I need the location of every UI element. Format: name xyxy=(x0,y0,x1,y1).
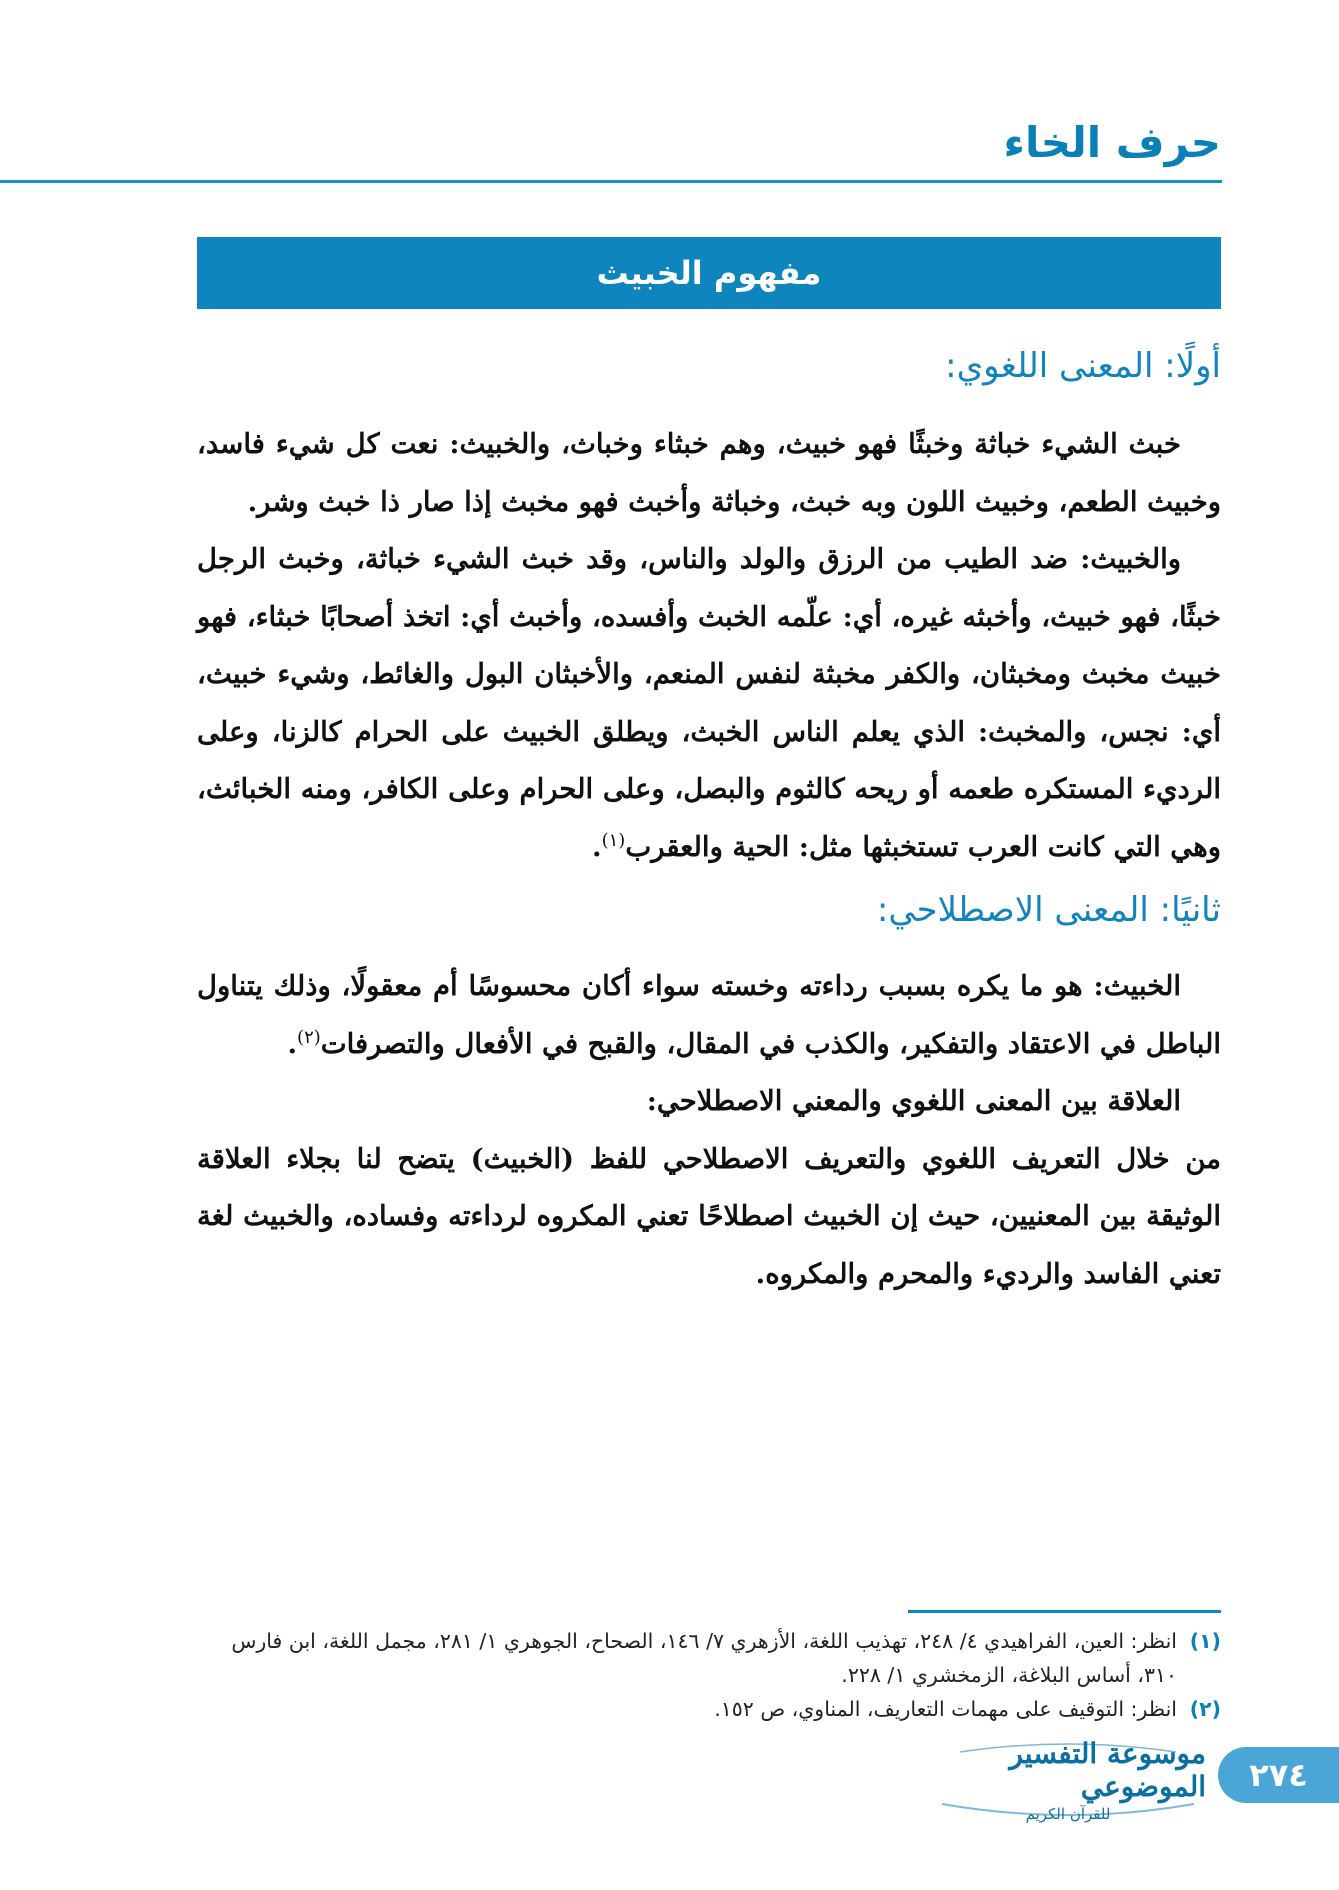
technical-paragraph-1-text: الخبيث: هو ما يكره بسبب رداءته وخسته سواء أكان محسوسًا أم معقولًا، وذلك يتناول الباطل في الاعتقاد والتفكير، والكذب في المقال، والقبح في الأفعال والتصرفات xyxy=(197,970,1221,1060)
footnote-ref-1[interactable]: (١) xyxy=(601,829,626,851)
linguistic-paragraph-2 xyxy=(197,531,1221,876)
page-number: ٢٧٤ xyxy=(1249,1756,1308,1794)
footnotes xyxy=(197,1624,1221,1726)
footnote-number: (١) xyxy=(1189,1629,1221,1653)
footnote-text: انظر: التوقيف على مهمات التعاريف، المناوي، ص ١٥٢. xyxy=(714,1697,1177,1721)
running-head: حرف الخاء xyxy=(1003,118,1221,167)
linguistic-paragraph-2-end: . xyxy=(592,830,602,863)
linguistic-paragraph-1: خبث الشيء خباثة وخبثًا فهو خبيث، وهم خبثاء وخباث، والخبيث: نعت كل شيء فاسد، وخبيث الطعم، وخبيث اللون وبه خبث، وخباثة وأخبث فهو مخبث إذا صار ذا خبث وشر. xyxy=(197,428,1221,518)
technical-paragraph-1 xyxy=(197,958,1221,1073)
footnote-ref-2[interactable]: (٢) xyxy=(297,1026,321,1048)
technical-paragraph-1-end: . xyxy=(287,1027,298,1060)
footnote-text: انظر: العين، الفراهيدي ٤/ ٢٤٨، تهذيب اللغة، الأزهري ٧/ ١٤٦، الصحاح، الجوهري ١/ ٢٨١، مجمل اللغة، ابن فارس ٣١٠، أساس البلاغة، الزمخشري ١/ ٢٢٨. xyxy=(231,1629,1177,1687)
relation-heading: العلاقة بين المعنى اللغوي والمعني الاصطلاحي: xyxy=(646,1085,1181,1117)
footnote-number: (٢) xyxy=(1189,1697,1221,1721)
footnote-2 xyxy=(197,1692,1221,1726)
logo-subtitle: للقرآن الكريم xyxy=(1025,1805,1111,1823)
footnote-1 xyxy=(197,1624,1221,1692)
linguistic-paragraph-2-text: والخبيث: ضد الطيب من الرزق والولد والناس، وقد خبث الشيء خباثة، وخبث الرجل خبثًا، فهو خبيث، وأخبثه غيره، أي: علّمه الخبث وأفسده، وأخبث أي: اتخذ أصحابًا خبثاء، فهو خبيث مخبث ومخبثان، والكفر مخبثة لنفس المنعم، والأخبثان البول والغائط، وشيء خبيث، أي: نجس، والمخبث: الذي يعلم الناس الخبث، ويطلق الخبيث على الحرام كالزنا، وعلى الرديء المستكره طعمه أو ريحه كالثوم والبصل، وعلى الحرام وعلى الكافر، ومنه الخبائث، وهي التي كانت العرب تستخبثها مثل: الحية والعقرب xyxy=(197,543,1221,863)
technical-heading: ثانيًا: المعنى الاصطلاحي: xyxy=(876,890,1221,930)
header-rule xyxy=(0,180,1222,183)
page-number-tab xyxy=(1218,1747,1339,1803)
main-content xyxy=(197,338,1221,1303)
linguistic-heading: أولًا: المعنى اللغوي: xyxy=(945,346,1221,386)
encyclopedia-logo xyxy=(930,1730,1206,1830)
relation-paragraph: من خلال التعريف اللغوي والتعريف الاصطلاحي للفظ (الخبيث) يتضح لنا بجلاء العلاقة الوثيقة بين المعنيين، حيث إن الخبيث اصطلاحًا تعني المكروه لرداءته وفساده، والخبيث لغة تعني الفاسد والرديء والمحرم والمكروه. xyxy=(197,1142,1221,1290)
logo-title: موسوعة التفسير الموضوعي xyxy=(1009,1737,1206,1803)
section-title: مفهوم الخبيث xyxy=(596,254,822,292)
section-title-band xyxy=(197,237,1221,309)
footnote-rule xyxy=(908,1610,1221,1613)
